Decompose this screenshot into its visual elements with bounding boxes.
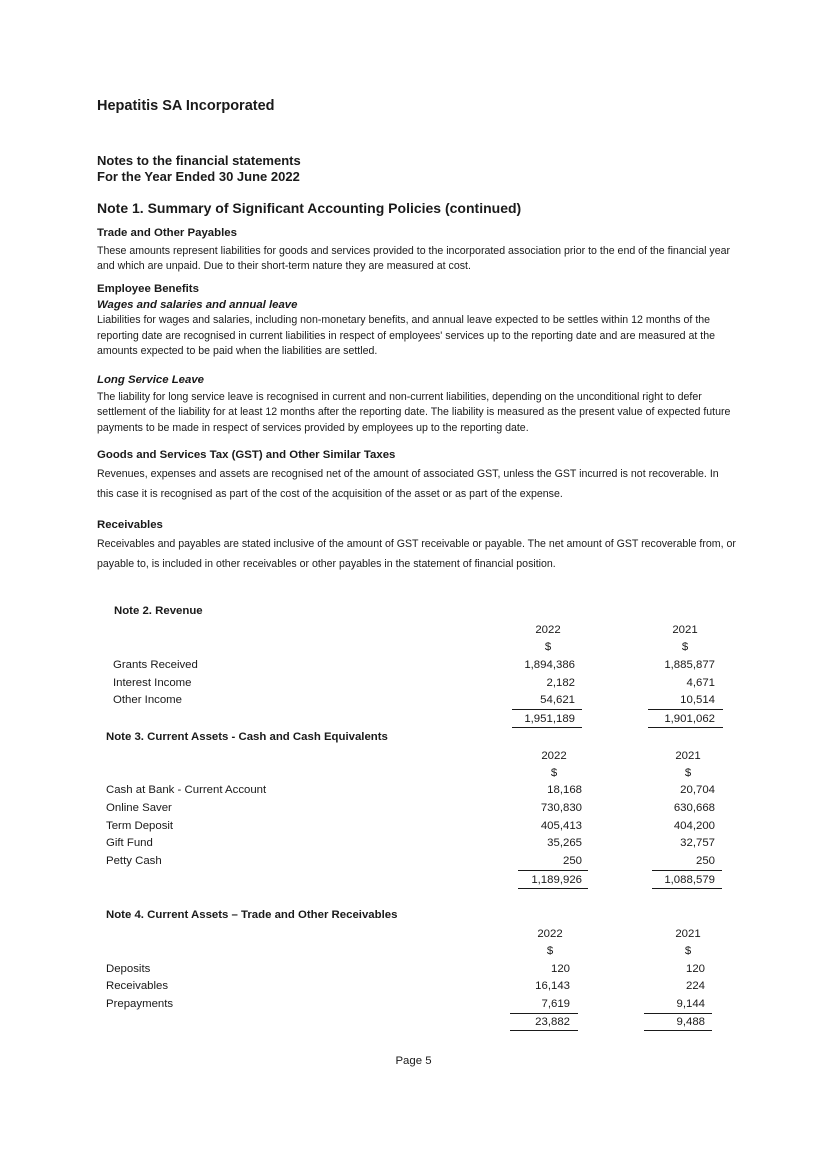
subtotal-rule <box>510 1013 578 1014</box>
currency-2021: $ <box>684 945 692 957</box>
row-label: Deposits <box>106 963 151 975</box>
subtotal-rule <box>512 709 582 710</box>
currency-2021: $ <box>684 767 692 779</box>
currency-2022: $ <box>550 767 558 779</box>
value-2022: 120 <box>550 963 570 975</box>
value-2022: 35,265 <box>547 837 582 849</box>
total-2021: 1,088,579 <box>664 874 715 886</box>
row-label: Petty Cash <box>106 855 162 867</box>
currency-2022: $ <box>544 641 552 653</box>
total-rule <box>512 727 582 728</box>
row-label: Gift Fund <box>106 837 153 849</box>
value-2021: 250 <box>695 855 715 867</box>
year-2022-header: 2022 <box>535 624 561 636</box>
total-rule <box>510 1030 578 1031</box>
subtotal-rule <box>644 1013 712 1014</box>
value-2022: 7,619 <box>541 998 570 1010</box>
value-2021: 404,200 <box>673 820 715 832</box>
total-2022: 23,882 <box>535 1016 570 1028</box>
note-2-title: Note 2. Revenue <box>114 605 203 617</box>
subtitle-line-2: For the Year Ended 30 June 2022 <box>97 169 300 184</box>
row-label: Term Deposit <box>106 820 174 832</box>
row-label: Cash at Bank - Current Account <box>106 784 267 796</box>
row-label: Interest Income <box>113 677 192 689</box>
subtotal-rule <box>518 870 588 871</box>
wages-subheading: Wages and salaries and annual leave <box>97 298 298 311</box>
value-2022: 54,621 <box>540 694 575 706</box>
year-2021-header: 2021 <box>675 928 701 940</box>
trade-payables-text: These amounts represent liabilities for goods and services provided to the incorporated association prior to the end of the financial year and which are unpaid. Due to their short-term nature they are measured at cost. <box>97 244 731 273</box>
total-rule <box>648 727 723 728</box>
value-2021: 4,671 <box>686 677 715 689</box>
subtotal-rule <box>648 709 723 710</box>
value-2022: 250 <box>562 855 582 867</box>
row-label: Prepayments <box>106 998 174 1010</box>
value-2022: 405,413 <box>540 820 582 832</box>
total-rule <box>644 1030 712 1031</box>
page-number: Page 5 <box>395 1055 432 1067</box>
year-2022-header: 2022 <box>537 928 563 940</box>
total-rule <box>652 888 722 889</box>
receivables-text: Receivables and payables are stated inclusive of the amount of GST receivable or payable. The net amount of GST recoverable from, or payable to, is included in other receivables or other payables in the statement of financial position. <box>97 537 736 570</box>
row-label: Online Saver <box>106 802 172 814</box>
gst-section <box>97 448 737 504</box>
year-2021-header: 2021 <box>675 750 701 762</box>
long-service-subheading: Long Service Leave <box>97 374 204 386</box>
total-2022: 1,951,189 <box>524 713 575 725</box>
gst-text: Revenues, expenses and assets are recognised net of the amount of associated GST, unless the GST incurred is not recoverable. In this case it is recognised as part of the cost of the acquisition of the asset or as part of the expense. <box>97 467 719 500</box>
value-2021: 1,885,877 <box>664 659 715 671</box>
long-service-section <box>97 373 737 436</box>
value-2021: 20,704 <box>680 784 715 796</box>
gst-heading: Goods and Services Tax (GST) and Other Similar Taxes <box>97 449 396 461</box>
value-2022: 18,168 <box>547 784 582 796</box>
row-label: Grants Received <box>113 659 198 671</box>
total-2021: 1,901,062 <box>664 713 715 725</box>
total-2021: 9,488 <box>676 1016 705 1028</box>
value-2021: 32,757 <box>680 837 715 849</box>
value-2022: 1,894,386 <box>524 659 575 671</box>
value-2021: 120 <box>685 963 705 975</box>
row-label: Receivables <box>106 980 169 992</box>
value-2022: 16,143 <box>535 980 570 992</box>
trade-payables-section <box>97 226 737 275</box>
trade-payables-heading: Trade and Other Payables <box>97 227 237 239</box>
note-4-title: Note 4. Current Assets – Trade and Other Receivables <box>106 909 398 921</box>
value-2021: 224 <box>685 980 705 992</box>
value-2022: 730,830 <box>540 802 582 814</box>
employee-benefits-section <box>97 282 737 360</box>
note-3-title: Note 3. Current Assets - Cash and Cash Equivalents <box>106 731 388 743</box>
year-2022-header: 2022 <box>541 750 567 762</box>
currency-2021: $ <box>681 641 689 653</box>
wages-text: Liabilities for wages and salaries, including non-monetary benefits, and annual leave expected to be settles within 12 months of the reporting date are recognised in current liabilities in respect of employees' services up to the reporting date and are measured at the amounts expected to be paid when the liabilities are settled. <box>97 314 715 358</box>
currency-2022: $ <box>546 945 554 957</box>
total-rule <box>518 888 588 889</box>
value-2021: 9,144 <box>676 998 705 1010</box>
subtotal-rule <box>652 870 722 871</box>
long-service-text: The liability for long service leave is recognised in current and non-current liabilities, depending on the unconditional right to defer settlement of the liability for at least 12 months after the reporting date. The liability is measured as the present value of expected future payments to be made in respect of services provided by employees up to the reporting date. <box>97 390 731 434</box>
value-2021: 10,514 <box>680 694 715 706</box>
value-2021: 630,668 <box>673 802 715 814</box>
receivables-heading: Receivables <box>97 519 163 531</box>
row-label: Other Income <box>113 694 183 706</box>
value-2022: 2,182 <box>546 677 575 689</box>
note-1-title: Note 1. Summary of Significant Accounting Policies (continued) <box>97 200 522 216</box>
year-2021-header: 2021 <box>672 624 698 636</box>
employee-benefits-heading: Employee Benefits <box>97 283 199 295</box>
organisation-name: Hepatitis SA Incorporated <box>97 98 275 114</box>
total-2022: 1,189,926 <box>531 874 582 886</box>
receivables-section <box>97 518 737 574</box>
subtitle-line-1: Notes to the financial statements <box>97 153 301 168</box>
